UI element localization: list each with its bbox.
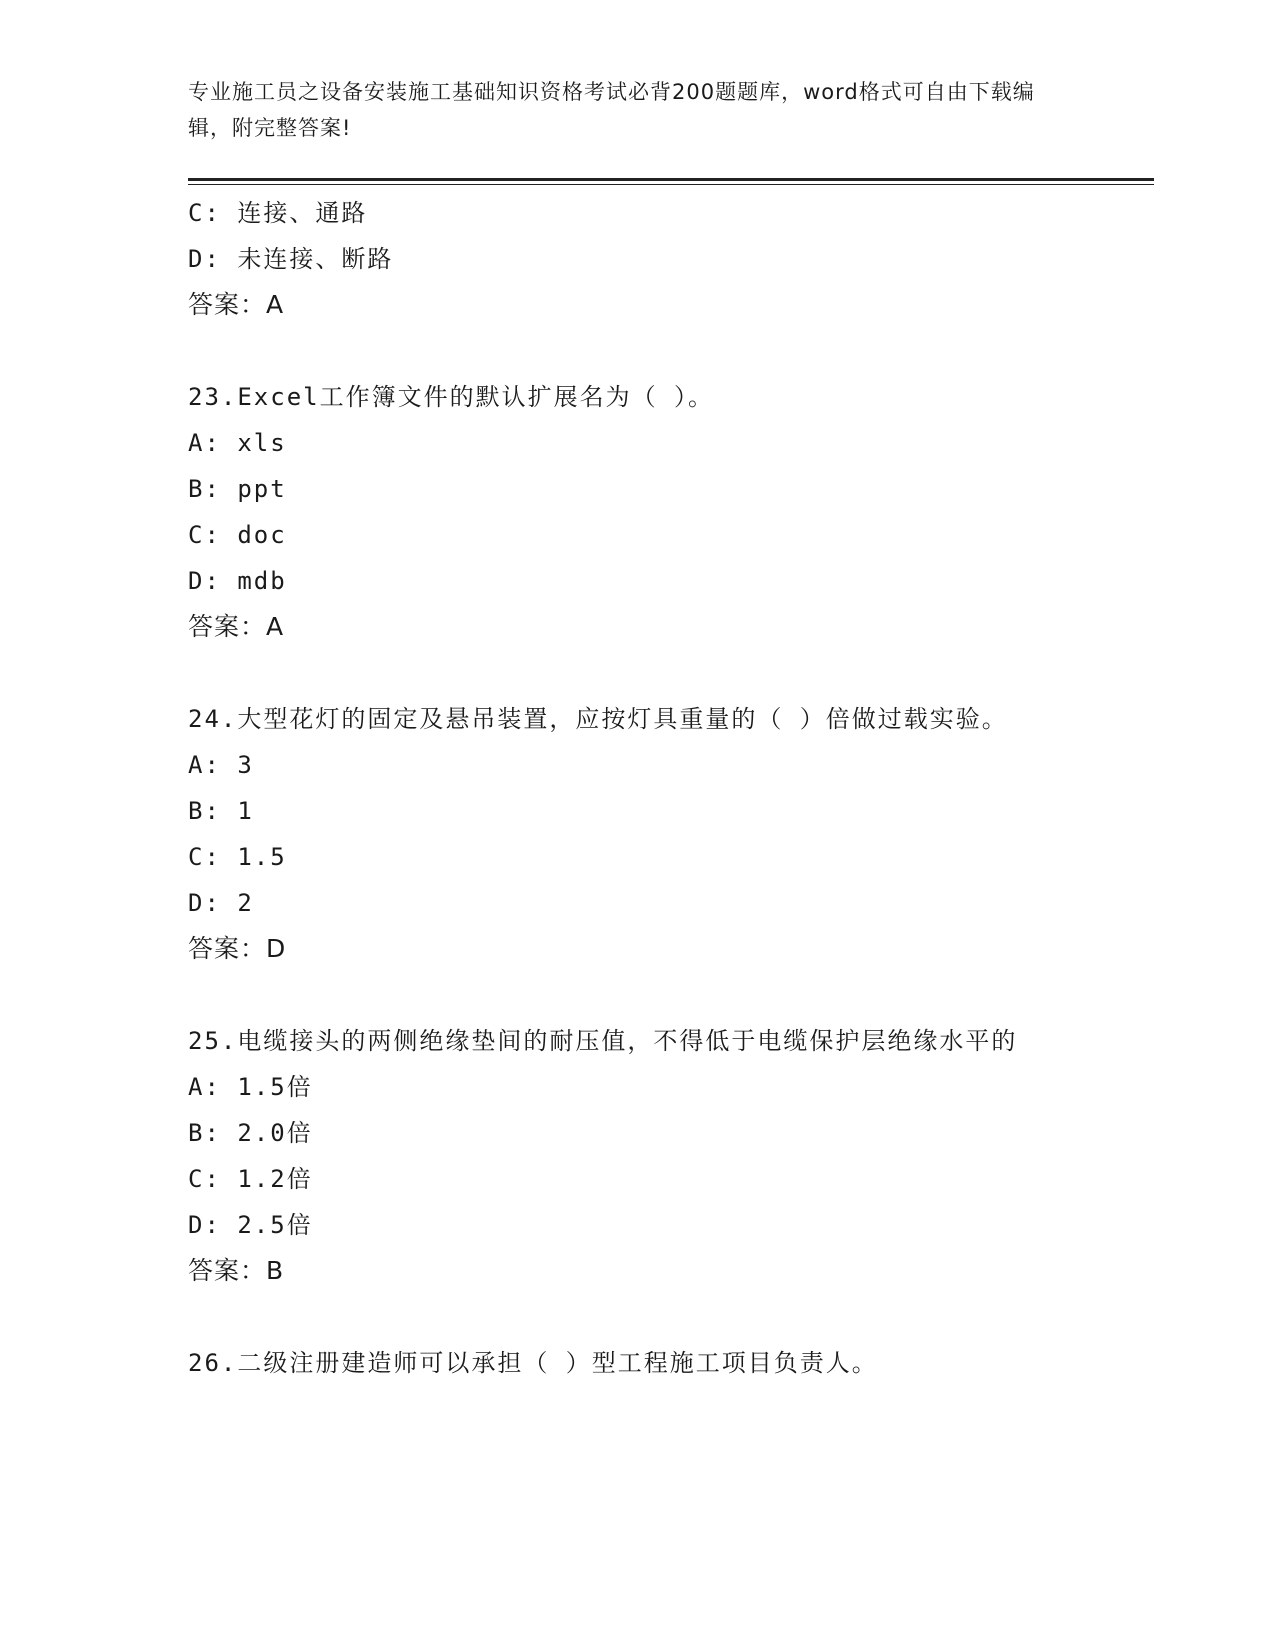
question-text: 26.二级注册建造师可以承担（ ）型工程施工项目负责人。 — [188, 1349, 878, 1377]
header-rule-thin — [188, 184, 1154, 185]
option-c: C: 1.2倍 — [188, 1165, 313, 1193]
question-23 — [188, 374, 1088, 650]
answer-line: 答案：A — [188, 290, 285, 319]
answer-line: 答案：D — [188, 934, 287, 963]
option-c: C: 1.5 — [188, 843, 287, 871]
question-26 — [188, 1340, 1088, 1386]
question-25 — [188, 1018, 1088, 1294]
question-text: 24.大型花灯的固定及悬吊装置，应按灯具重量的（ ）倍做过载实验。 — [188, 705, 1008, 733]
question-24 — [188, 696, 1088, 972]
question-22-continuation — [188, 190, 1088, 328]
option-d: D: mdb — [188, 567, 287, 595]
option-d: D: 未连接、断路 — [188, 245, 394, 273]
answer-line: 答案：A — [188, 612, 285, 641]
option-d: D: 2.5倍 — [188, 1211, 313, 1239]
option-a: A: xls — [188, 429, 287, 457]
document-body — [188, 190, 1088, 1386]
option-b: B: ppt — [188, 475, 287, 503]
option-a: A: 1.5倍 — [188, 1073, 313, 1101]
option-d: D: 2 — [188, 889, 254, 917]
answer-line: 答案：B — [188, 1256, 285, 1285]
option-b: B: 2.0倍 — [188, 1119, 313, 1147]
option-c: C: 连接、通路 — [188, 199, 368, 227]
document-header: 专业施工员之设备安装施工基础知识资格考试必背200题题库，word格式可自由下载编辑，附完整答案! — [188, 80, 1035, 140]
question-text: 25.电缆接头的两侧绝缘垫间的耐压值，不得低于电缆保护层绝缘水平的 — [188, 1027, 1018, 1055]
question-text: 23.Excel工作簿文件的默认扩展名为（ ）。 — [188, 383, 715, 411]
option-b: B: 1 — [188, 797, 254, 825]
option-a: A: 3 — [188, 751, 254, 779]
header-rule-thick — [188, 178, 1154, 181]
option-c: C: doc — [188, 521, 287, 549]
